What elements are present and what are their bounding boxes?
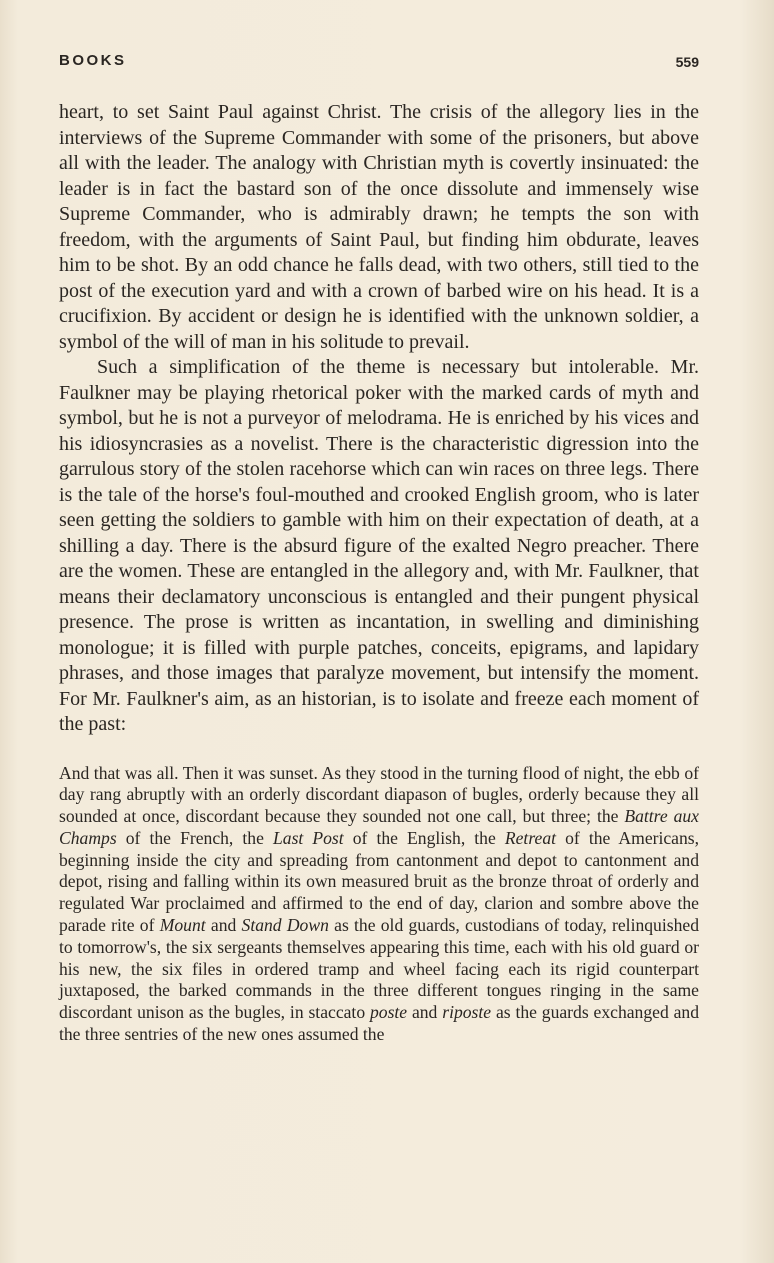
quote-text: And that was all. Then it was sunset. As they stood in the turning flood of night, the ebb of day rang abruptly with an orderly discordant diapason of bugles, orderly because they all sounded at once, discordant because they sounded not one call, but three; the [59, 762, 699, 827]
running-head: BOOKS [59, 52, 127, 69]
quote-text: as the old guards, custodians of today, relinquished to tomorrow's, the six sergeants themselves appearing this time, each with his old guard or his new, the six files in ordered tramp and wheel facing each its rigid counterpart juxtaposed, the barked commands in the three different tongues ringing in the same discordant unison as the bugles, in staccato [59, 915, 699, 1023]
block-quote-text [59, 763, 699, 1046]
page-number: 559 [675, 54, 699, 70]
page-body [59, 100, 699, 1046]
paragraph-2: Such a simplification of the theme is necessary but intolerable. Mr. Faulkner may be playing rhetorical poker with the marked cards of myth and symbol, but he is not a purveyor of melodrama. He is enriched by his vices and his idiosyncrasies as a novelist. There is the characteristic digression into the garrulous story of the stolen racehorse which can win races on three legs. There is the tale of the horse's foul-mouthed and crooked English groom, who is later seen getting the soldiers to gamble with him on their expectation of death, at a shilling a day. There is the absurd figure of the exalted Negro preacher. There are the women. These are entangled in the allegory and, with Mr. Faulkner, that means their declamatory unconscious is entangled and their pungent physical presence. The prose is written as incantation, in swelling and diminishing monologue; it is filled with purple patches, conceits, epigrams, and lapidary phrases, and those images that paralyze movement, but intensify the moment. For Mr. Faulkner's aim, as an historian, is to isolate and freeze each moment of the past: [59, 356, 699, 735]
quote-text: of the Americans, beginning inside the city and spreading from cantonment and depot to cantonment and depot, rising and falling within its own measured bruit as the bronze throat of orderly and regulated War proclaimed and affirmed to the end of day, clarion and sombre above the parade rite of [59, 827, 700, 936]
quote-italic: Retreat [504, 827, 557, 848]
quote-italic: riposte [442, 1002, 492, 1023]
quote-italic: Battre aux Champs [59, 806, 699, 848]
paragraph-1: heart, to set Saint Paul against Christ. The crisis of the allegory lies in the interviews of the Supreme Commander with some of the prisoners, but above all with the leader. The analogy with Christian myth is covertly insinuated: the leader is in fact the bastard son of the once dissolute and immensely wise Supreme Commander, who is admirably drawn; he tempts the son with freedom, with the arguments of Saint Paul, but finding him obdurate, leaves him to be shot. By an odd chance he falls dead, with two others, still tied to the post of the execution yard and with a crown of barbed wire on his head. It is a crucifixion. By accident or design he is identified with the unknown soldier, a symbol of the will of man in his solitude to prevail. [59, 101, 699, 353]
quote-text: of the English, the [343, 827, 505, 848]
page-header [59, 52, 699, 76]
quote-italic: Mount [159, 915, 206, 936]
quote-italic: poste [369, 1002, 408, 1023]
quote-text: and [407, 1002, 443, 1023]
quote-text: of the French, the [116, 827, 273, 848]
quote-italic: Stand Down [241, 915, 329, 936]
quote-italic: Last Post [272, 827, 344, 848]
block-quote [59, 763, 699, 1046]
quote-text: and [205, 915, 242, 936]
quote-text: as the guards exchanged and the three sentries of the new ones assumed the [59, 1002, 700, 1045]
